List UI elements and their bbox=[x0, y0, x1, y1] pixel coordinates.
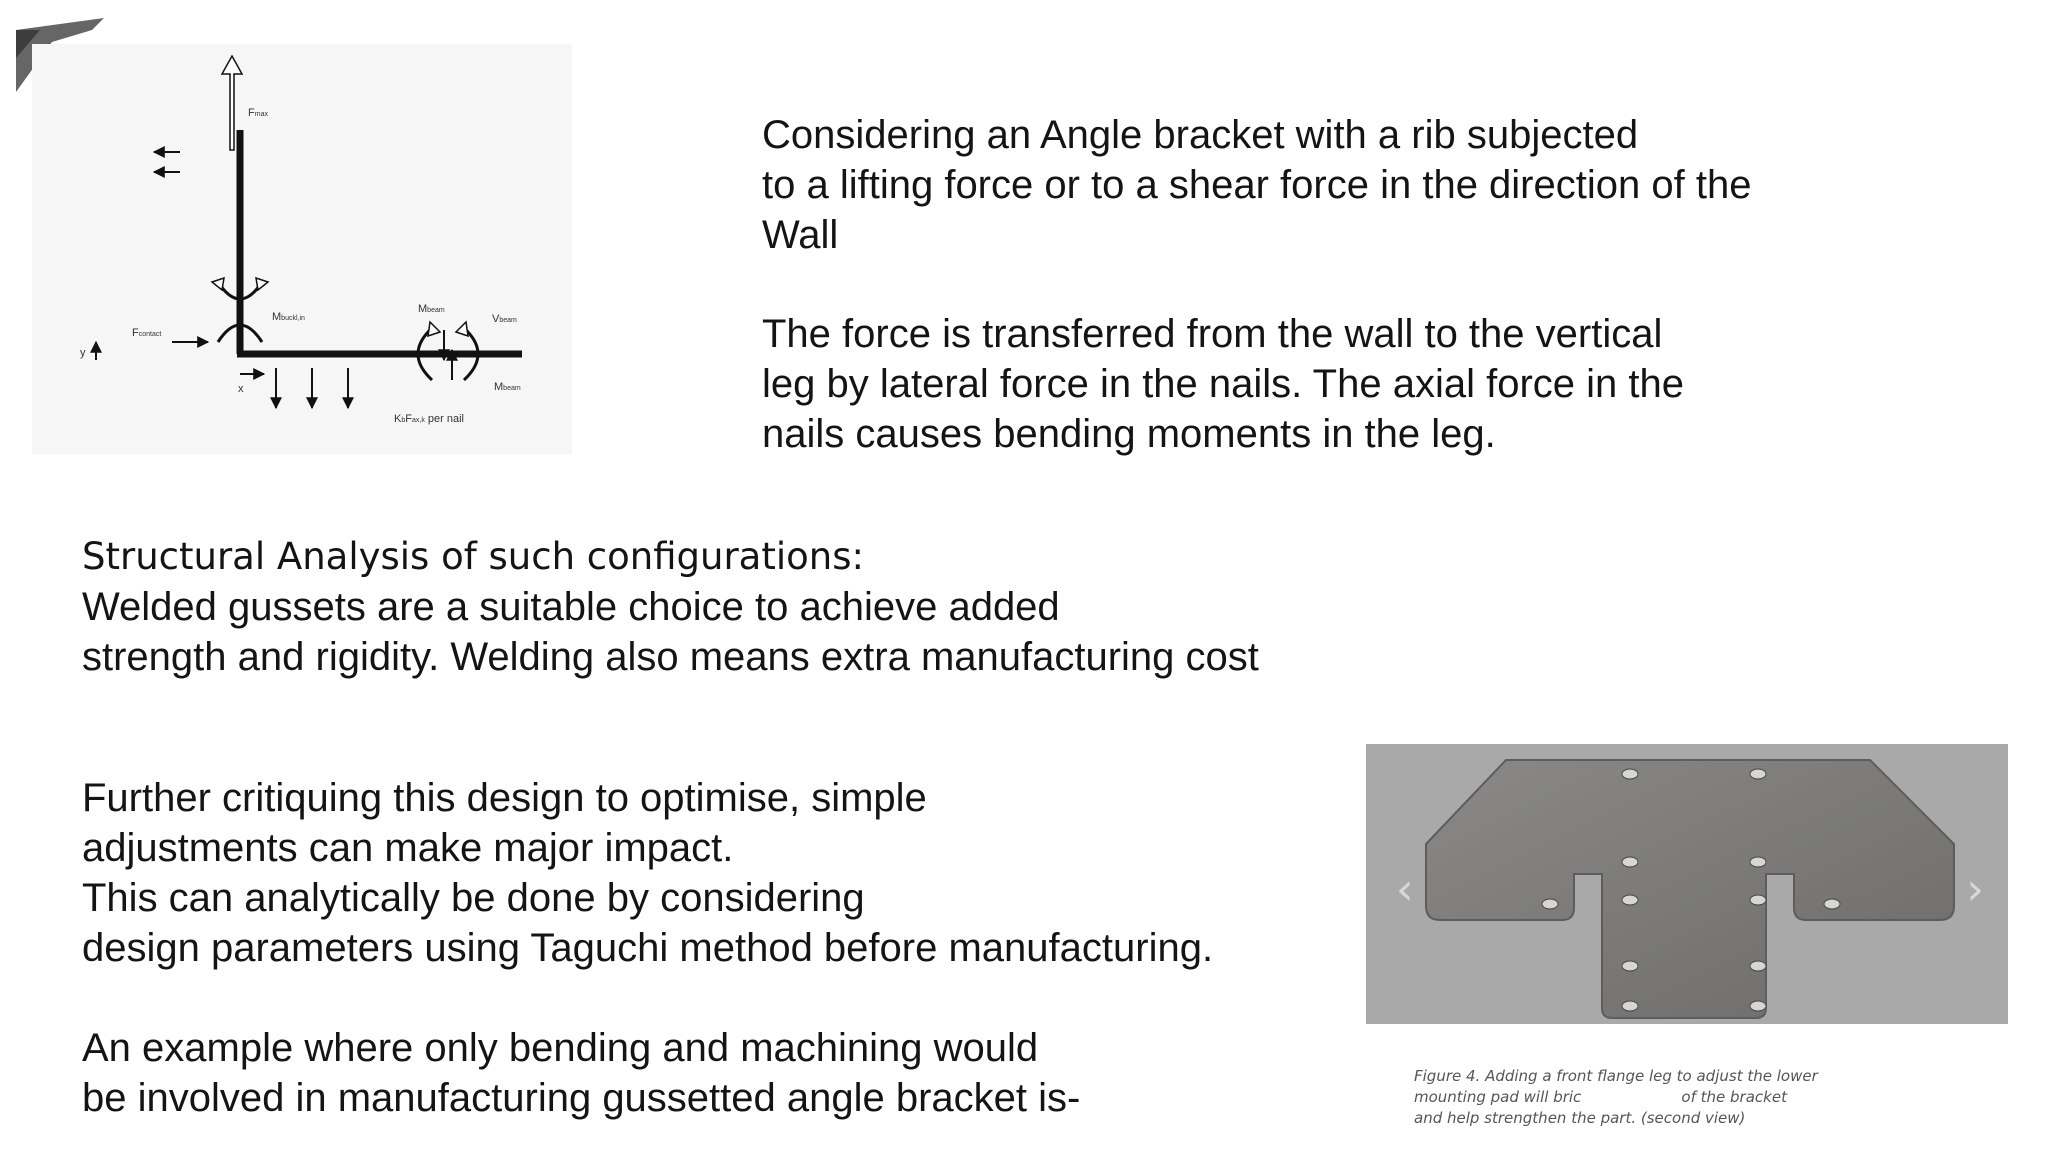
critique-paragraph bbox=[82, 773, 1213, 973]
transfer-paragraph bbox=[762, 309, 1684, 459]
x-axis-label: x bbox=[238, 383, 244, 395]
caption-line: and help strengthen the part. (second view) bbox=[1414, 1109, 1746, 1127]
mounting-hole bbox=[1622, 1001, 1638, 1011]
f-contact-label: F bbox=[132, 327, 139, 339]
analysis-paragraph bbox=[82, 532, 1259, 682]
m-bucklin-label: M bbox=[272, 311, 282, 323]
transfer-line: nails causes bending moments in the leg. bbox=[762, 412, 1496, 456]
example-line: An example where only bending and machining would bbox=[82, 1026, 1039, 1070]
example-line: be involved in manufacturing gussetted angle bracket is- bbox=[82, 1076, 1081, 1120]
mounting-hole bbox=[1750, 769, 1766, 779]
per-nail-label: K bbox=[394, 413, 402, 425]
svg-text:Vbeam: Vbeam bbox=[492, 313, 517, 325]
force-diagram bbox=[32, 44, 572, 454]
carousel-next-button[interactable]: › bbox=[1966, 864, 1984, 915]
intro-line: to a lifting force or to a shear force in the direction of the bbox=[762, 163, 1752, 207]
carousel-prev-button[interactable]: ‹ bbox=[1396, 864, 1414, 915]
m-beam-top-label: M bbox=[418, 303, 428, 315]
mounting-hole bbox=[1622, 895, 1638, 905]
svg-text:Fmax: Fmax bbox=[248, 107, 268, 119]
svg-text:KbFax,k per nail: KbFax,k per nail bbox=[394, 413, 464, 425]
critique-line: Further critiquing this design to optimise, simple bbox=[82, 776, 927, 820]
intro-line: Considering an Angle bracket with a rib subjected bbox=[762, 113, 1639, 157]
m-beam-bottom-label: M bbox=[494, 381, 504, 393]
y-axis-label: y bbox=[80, 347, 86, 359]
mounting-hole bbox=[1622, 961, 1638, 971]
intro-paragraph bbox=[762, 110, 1751, 260]
svg-text:Mbeam: Mbeam bbox=[494, 381, 521, 393]
caption-line: Figure 4. Adding a front flange leg to adjust the lower bbox=[1414, 1067, 1818, 1085]
mounting-hole bbox=[1750, 1001, 1766, 1011]
svg-text:Mbuckl,in: Mbuckl,in bbox=[272, 311, 305, 323]
mounting-hole bbox=[1622, 857, 1638, 867]
mounting-hole bbox=[1750, 895, 1766, 905]
caption-line: mounting pad will bric of the bracket bbox=[1414, 1088, 1787, 1106]
mounting-hole bbox=[1622, 769, 1638, 779]
transfer-line: leg by lateral force in the nails. The axial force in the bbox=[762, 362, 1684, 406]
bracket-plate bbox=[1426, 760, 1954, 1018]
f-max-label: F bbox=[248, 107, 255, 119]
mounting-hole bbox=[1750, 857, 1766, 867]
v-beam-label: V bbox=[492, 313, 500, 325]
example-paragraph bbox=[82, 1023, 1080, 1123]
intro-line: Wall bbox=[762, 213, 839, 257]
figure-caption bbox=[1414, 1066, 1994, 1129]
mounting-hole bbox=[1542, 899, 1558, 909]
critique-line: adjustments can make major impact. bbox=[82, 826, 734, 870]
analysis-heading: Structural Analysis of such configurations: bbox=[82, 535, 864, 578]
svg-text:Fcontact: Fcontact bbox=[132, 327, 162, 339]
bracket-photo-figure bbox=[1366, 744, 2008, 1132]
transfer-line: The force is transferred from the wall to the vertical bbox=[762, 312, 1663, 356]
critique-line: This can analytically be done by considering bbox=[82, 876, 865, 920]
critique-line: design parameters using Taguchi method before manufacturing. bbox=[82, 926, 1214, 970]
mounting-hole bbox=[1824, 899, 1840, 909]
analysis-line: strength and rigidity. Welding also means extra manufacturing cost bbox=[82, 635, 1259, 679]
mounting-hole bbox=[1750, 961, 1766, 971]
analysis-line: Welded gussets are a suitable choice to achieve added bbox=[82, 585, 1060, 629]
bracket-photo bbox=[1366, 744, 2008, 1024]
svg-text:Mbeam: Mbeam bbox=[418, 303, 445, 315]
